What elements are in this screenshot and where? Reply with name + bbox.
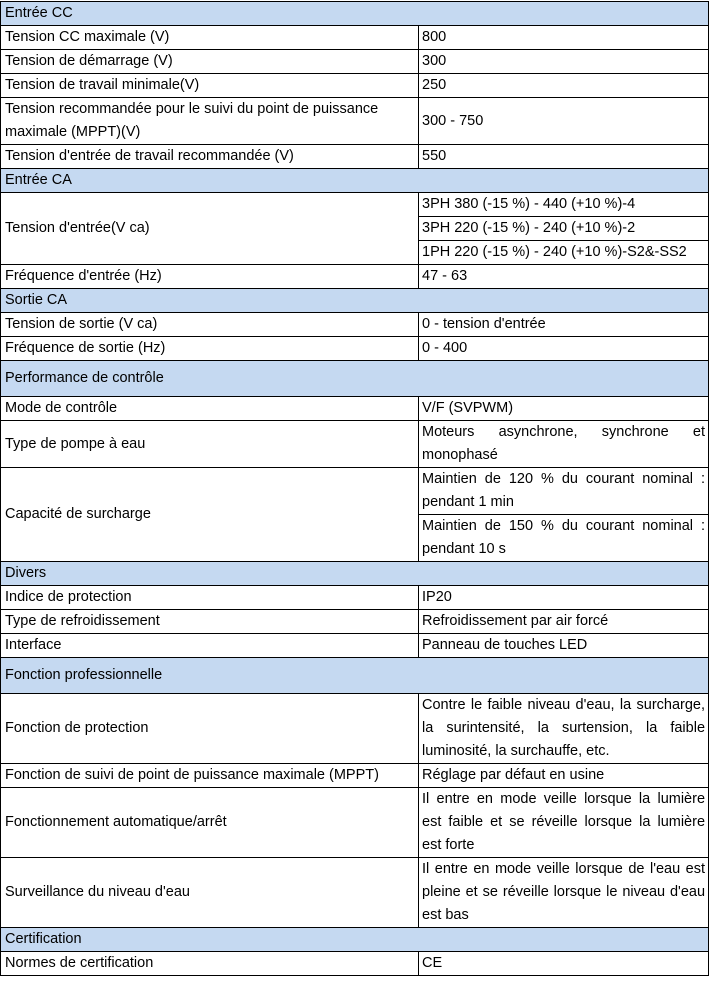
table-row	[1, 193, 709, 265]
section-header-professional	[1, 658, 709, 694]
row-value: 300 - 750	[419, 98, 709, 145]
section-header-certification	[1, 928, 709, 952]
section-header-control	[1, 361, 709, 397]
row-label: Tension d'entrée(V ca)	[1, 193, 419, 265]
row-label: Capacité de surcharge	[1, 468, 419, 562]
row-value: Panneau de touches LED	[419, 634, 709, 658]
row-value: 250	[419, 74, 709, 98]
table-row	[1, 952, 709, 976]
table-row	[1, 313, 709, 337]
section-header-dc-input	[1, 2, 709, 26]
section-title: Entrée CC	[1, 2, 709, 26]
row-value: Moteurs asynchrone, synchrone et monophasé	[419, 421, 709, 468]
row-value: 47 - 63	[419, 265, 709, 289]
row-label: Tension recommandée pour le suivi du point de puissance maximale (MPPT)(V)	[1, 98, 419, 145]
row-value: Contre le faible niveau d'eau, la surcharge, la surintensité, la surtension, la faible luminosité, la surchauffe, etc.	[419, 694, 709, 764]
table-row	[1, 265, 709, 289]
row-value: Réglage par défaut en usine	[419, 764, 709, 788]
row-label: Tension de sortie (V ca)	[1, 313, 419, 337]
table-row	[1, 764, 709, 788]
section-header-ac-input	[1, 169, 709, 193]
row-label: Interface	[1, 634, 419, 658]
table-row	[1, 858, 709, 928]
row-label: Fonction de suivi de point de puissance maximale (MPPT)	[1, 764, 419, 788]
row-label: Tension de travail minimale(V)	[1, 74, 419, 98]
table-row	[1, 694, 709, 764]
row-label: Fréquence d'entrée (Hz)	[1, 265, 419, 289]
overload-value: Maintien de 150 % du courant nominal : pendant 10 s	[419, 514, 708, 561]
table-row	[1, 74, 709, 98]
row-label: Indice de protection	[1, 586, 419, 610]
row-label: Fonctionnement automatique/arrêt	[1, 788, 419, 858]
row-value-group	[419, 193, 709, 265]
row-label: Fréquence de sortie (Hz)	[1, 337, 419, 361]
table-row	[1, 788, 709, 858]
table-row	[1, 397, 709, 421]
section-title: Sortie CA	[1, 289, 709, 313]
voltage-option: 3PH 220 (-15 %) - 240 (+10 %)-2	[419, 216, 708, 240]
row-value: Il entre en mode veille lorsque de l'eau est pleine et se réveille lorsque le niveau d'eau est bas	[419, 858, 709, 928]
table-row	[1, 337, 709, 361]
spec-table	[0, 1, 709, 976]
section-title: Divers	[1, 562, 709, 586]
row-label: Fonction de protection	[1, 694, 419, 764]
overload-value: Maintien de 120 % du courant nominal : pendant 1 min	[422, 471, 706, 510]
row-value: Il entre en mode veille lorsque la lumière est faible et se réveille lorsque la lumière est forte	[419, 788, 709, 858]
row-value: IP20	[419, 586, 709, 610]
row-label: Mode de contrôle	[1, 397, 419, 421]
section-title: Entrée CA	[1, 169, 709, 193]
section-title: Fonction professionnelle	[1, 658, 709, 694]
section-header-misc	[1, 562, 709, 586]
section-header-ac-output	[1, 289, 709, 313]
voltage-option: 3PH 380 (-15 %) - 440 (+10 %)-4	[422, 196, 636, 212]
row-value: 0 - tension d'entrée	[419, 313, 709, 337]
table-row	[1, 586, 709, 610]
table-row	[1, 634, 709, 658]
row-label: Tension de démarrage (V)	[1, 50, 419, 74]
table-row	[1, 98, 709, 145]
row-value: 300	[419, 50, 709, 74]
row-value: CE	[419, 952, 709, 976]
row-label: Type de refroidissement	[1, 610, 419, 634]
table-row	[1, 468, 709, 562]
row-label: Surveillance du niveau d'eau	[1, 858, 419, 928]
row-label: Normes de certification	[1, 952, 419, 976]
section-title: Performance de contrôle	[1, 361, 709, 397]
table-row	[1, 26, 709, 50]
row-value: Refroidissement par air forcé	[419, 610, 709, 634]
table-row	[1, 50, 709, 74]
section-title: Certification	[1, 928, 709, 952]
row-label: Tension CC maximale (V)	[1, 26, 419, 50]
row-label: Type de pompe à eau	[1, 421, 419, 468]
row-value: V/F (SVPWM)	[419, 397, 709, 421]
voltage-option: 1PH 220 (-15 %) - 240 (+10 %)-S2&-SS2	[419, 240, 708, 264]
row-value: 0 - 400	[419, 337, 709, 361]
table-row	[1, 145, 709, 169]
row-label: Tension d'entrée de travail recommandée (V)	[1, 145, 419, 169]
row-value: 550	[419, 145, 709, 169]
row-value-group	[419, 468, 709, 562]
table-row	[1, 610, 709, 634]
table-row	[1, 421, 709, 468]
row-value: 800	[419, 26, 709, 50]
